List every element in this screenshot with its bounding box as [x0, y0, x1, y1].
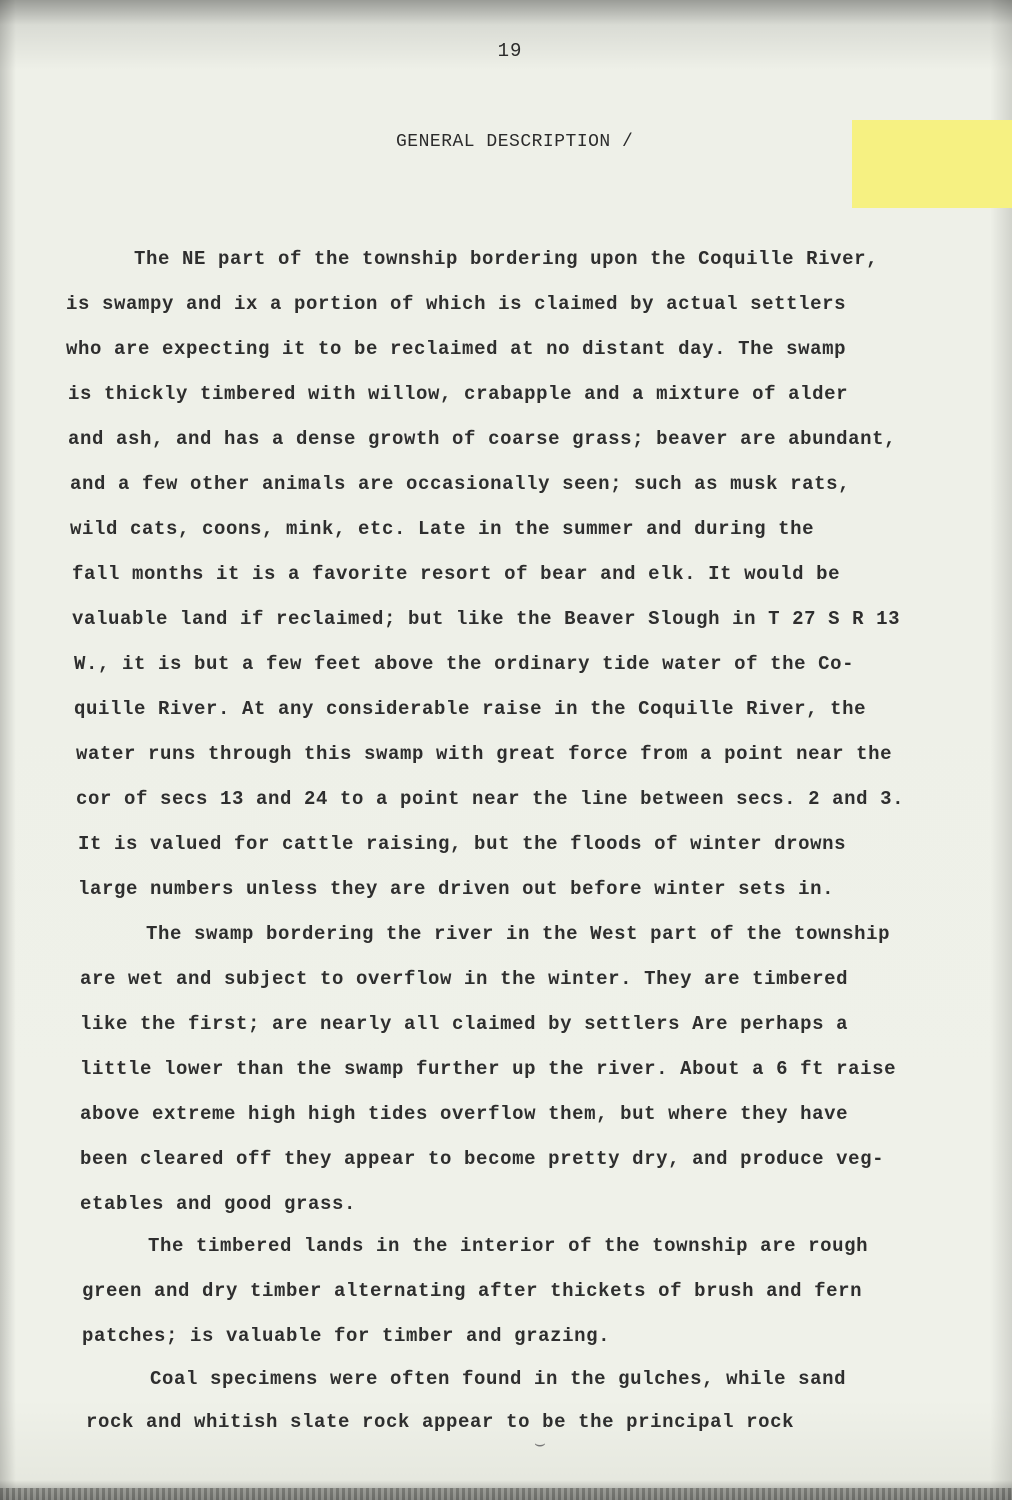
text-line: green and dry timber alternating after thickets of brush and fern [82, 1280, 863, 1302]
text-line: fall months it is a favorite resort of bear and elk. It would be [72, 563, 841, 585]
text-line: water runs through this swamp with great force from a point near the [76, 743, 893, 765]
text-line: little lower than the swamp further up the river. About a 6 ft raise [80, 1058, 897, 1080]
text-line: quille River. At any considerable raise in the Coquille River, the [74, 698, 867, 720]
page-footer-mark: ⌣ [534, 1435, 546, 1455]
text-line: is swampy and ix a portion of which is claimed by actual settlers [66, 293, 847, 315]
section-heading: GENERAL DESCRIPTION / [396, 132, 634, 152]
text-line: and ash, and has a dense growth of coarse grass; beaver are abundant, [68, 428, 897, 450]
text-line: rock and whitish slate rock appear to be the principal rock [86, 1411, 795, 1433]
page-number: 19 [497, 40, 523, 62]
page-bottom-edge [0, 1488, 1012, 1500]
text-line: is thickly timbered with willow, crabapple and a mixture of alder [68, 383, 849, 405]
text-line: It is valued for cattle raising, but the floods of winter drowns [78, 833, 847, 855]
text-line: patches; is valuable for timber and grazing. [82, 1325, 611, 1347]
page-right-shadow [990, 0, 1012, 1500]
text-line: and a few other animals are occasionally seen; such as musk rats, [70, 473, 851, 495]
text-line: The timbered lands in the interior of the township are rough [148, 1235, 869, 1257]
text-line: been cleared off they appear to become pretty dry, and produce veg- [80, 1148, 885, 1170]
text-line: valuable land if reclaimed; but like the Beaver Slough in T 27 S R 13 [72, 608, 901, 630]
text-line: The swamp bordering the river in the West part of the township [146, 923, 891, 945]
text-line: cor of secs 13 and 24 to a point near the line between secs. 2 and 3. [76, 788, 905, 810]
text-line: wild cats, coons, mink, etc. Late in the summer and during the [70, 518, 815, 540]
text-line: Coal specimens were often found in the gulches, while sand [150, 1368, 847, 1390]
text-line: are wet and subject to overflow in the winter. They are timbered [80, 968, 849, 990]
text-line: large numbers unless they are driven out before winter sets in. [78, 878, 835, 900]
text-line: W., it is but a few feet above the ordinary tide water of the Co- [74, 653, 855, 675]
yellow-sticky-note [852, 120, 1012, 208]
text-line: who are expecting it to be reclaimed at no distant day. The swamp [66, 338, 847, 360]
text-line: like the first; are nearly all claimed by settlers Are perhaps a [80, 1013, 849, 1035]
text-line: The NE part of the township bordering upon the Coquille River, [134, 248, 879, 270]
text-line: above extreme high high tides overflow them, but where they have [80, 1103, 849, 1125]
page-left-shadow [0, 0, 16, 1500]
text-line: etables and good grass. [80, 1193, 357, 1215]
